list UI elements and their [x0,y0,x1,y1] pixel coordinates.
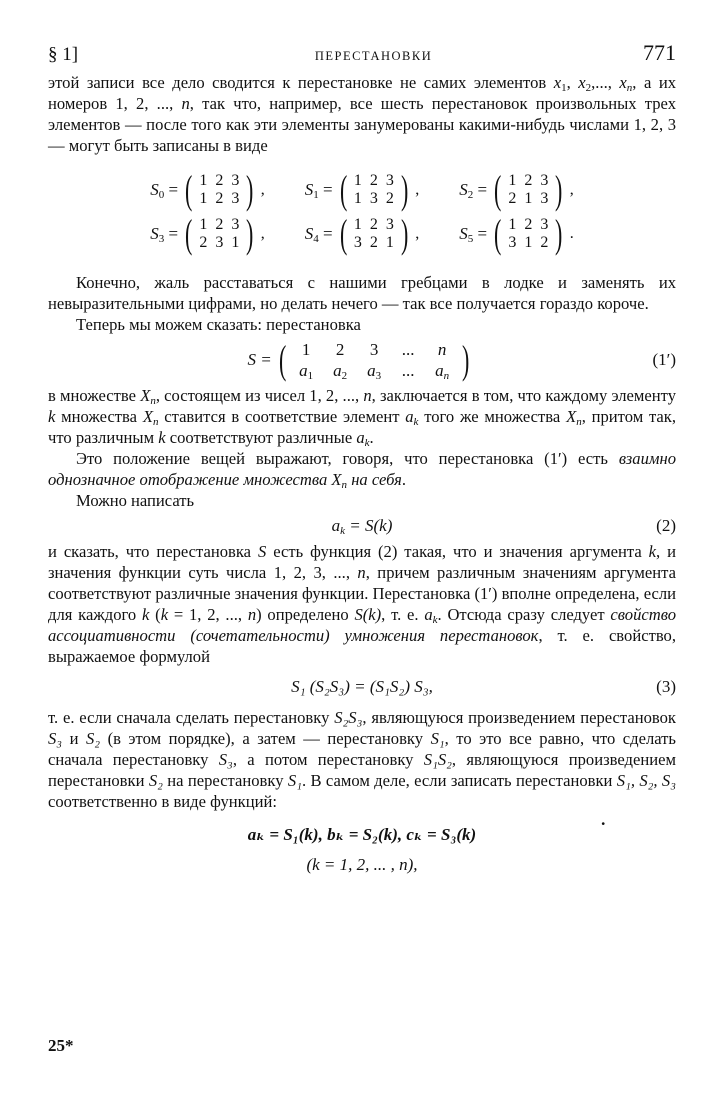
matrix-entry: 1 [508,172,517,189]
permutation-matrix [195,172,243,208]
eq1-bottom-entry: $a_2$ [333,361,348,382]
permutation-label: $S_1$ = [304,180,333,201]
eq1-bottom-entry: $a_n$ [435,361,450,382]
matrix-entry: 1 [199,216,208,233]
matrix-entry: 3 [540,172,549,189]
eq1-bottom-entry: $a_1$ [299,361,314,382]
equation-4-line-1 [48,814,676,850]
eq1-number: (1′) [652,350,676,369]
permutation-matrix [504,172,552,208]
matrix-entry: 2 [524,172,533,189]
matrix-entry: 2 [215,172,224,189]
matrix-entry: 1 [231,234,240,251]
matrix-entry: 2 [385,190,394,207]
matrix-entry: 1 [199,172,208,189]
matrix-entry: 3 [353,234,362,251]
eq1-bottom-entry: $a_3$ [367,361,382,382]
running-header [48,40,676,72]
eq1-top-entry: ... [401,340,415,359]
matrix-entry: 2 [215,190,224,207]
permutation-label: $S_3$ = [150,224,179,245]
eq1-top-entry: 2 [335,340,345,359]
matrix-entry: 3 [508,234,517,251]
matrix-entry: 1 [199,190,208,207]
paragraph-2: Конечно, жаль расставаться с нашими гребцами в лодке и заменять их невыразительными цифрами, но делать нечего — так все получается гораздо короче. [48,273,676,313]
equation-2: $a_k = S(k)$ (2) [331,516,676,537]
matrix-entry: 2 [369,216,378,233]
section-mark: § 1] [48,44,79,65]
page-number: 771 [643,40,676,65]
matrix-entry: 3 [540,216,549,233]
permutation-2: $S_2$ = ( 1 2 3 2 1 3 ) , [459,167,574,212]
permutation-3: $S_3$ = ( 1 2 3 2 3 1 ) , [150,211,265,256]
equation-4-line-2 [48,850,676,880]
eq1-top-entry: n [437,340,447,359]
page [48,40,676,880]
matrix-entry: 2 [369,172,378,189]
matrix-entry: 3 [540,190,549,207]
eq1-bottom-entry: ... [401,361,415,380]
permutation-1: $S_1$ = ( 1 2 3 1 3 2 ) , [304,167,420,212]
matrix-entry: 1 [353,172,362,189]
paragraph-5: Это положение вещей выражают, говоря, что перестановка (1′) есть взаимно однозначное отображение множества $X_n$ на себя. [48,449,676,491]
matrix-entry: 1 [353,216,362,233]
matrix-entry: 3 [231,172,240,189]
matrix-entry: 2 [524,216,533,233]
permutation-row [48,168,676,212]
paragraph-7: и сказать, что перестановка S есть функция (2) такая, что и значения аргумента k, и значения функции суть числа 1, 2, 3, ..., n, причем различным значениям аргумента соответствуют различные значения функции. Перестановка (1′) вполне определена, если для каждого k (k = 1, 2, ..., n) определено S(k), т. е. $a_k$. Отсюда сразу следует свойство ассоциативности (сочетательности) умножения перестановок, т. е. свойство, выражаемое формулой [48,542,677,666]
permutation-5: $S_5$ = ( 1 2 3 3 1 2 ) . [459,211,574,256]
eq3-number: (3) [656,677,676,696]
matrix-entry: 2 [215,216,224,233]
signature-mark: 25* [48,1036,74,1055]
permutation-matrix [504,216,552,252]
matrix-entry: 1 [508,216,517,233]
paragraph-4: в множестве $X_n$, состоящем из чисел 1, 2, ..., n, заключается в том, что каждому элементу k множества $X_n$ ставится в соответствие элемент $a_k$ того же множества $X_n$, притом так, что различным k соответствуют различные $a_k$. [48,386,677,449]
equation-1 [48,335,676,385]
matrix-entry: 2 [199,234,208,251]
matrix-entry: 2 [508,190,517,207]
eq1-matrix: ( 1 2 3 ... n $a_1$ $a_2$ $a_3$ ... $a_n$ ) [278,337,470,382]
permutation-matrix [350,172,398,208]
matrix-entry: 3 [385,172,394,189]
matrix-entry: 2 [540,234,549,251]
equation-3 [48,667,676,707]
eq1-top-entry: 3 [369,340,379,359]
matrix-entry: 3 [215,234,224,251]
paragraph-3: Теперь мы можем сказать: перестановка [76,315,361,334]
matrix-entry: 3 [231,190,240,207]
matrix-entry: 1 [385,234,394,251]
permutation-0: $S_0$ = ( 1 2 3 1 2 3 ) , [150,167,265,212]
permutation-label: $S_4$ = [304,224,333,245]
matrix-entry: 2 [369,234,378,251]
matrix-entry: 3 [369,190,378,207]
matrix-entry: 1 [353,190,362,207]
eq1-top-entry: 1 [301,340,311,359]
matrix-entry: 3 [385,216,394,233]
matrix-entry: 1 [524,190,533,207]
permutation-label: $S_2$ = [459,180,488,201]
matrix-entry: 3 [231,216,240,233]
stray-dot: · [600,814,606,833]
eq3-formula: S₁ (S₂S₃) = (S₁S₂) S₃, [291,677,433,696]
eq1-grid [289,339,459,381]
paragraph-1: этой записи все дело сводится к перестановке не самих элементов $x_1$, $x_2$,..., $x_n$, а их номеров 1, 2, ..., n, так что, например, все шесть перестановок произвольных трех элементов — после того как эти элементы занумерованы какими-нибудь числами 1, 2, 3 — могут быть записаны в виде [48,73,677,155]
permutation-label: $S_5$ = [459,224,488,245]
permutation-matrix [195,216,243,252]
eq1-lhs: S = [247,350,272,369]
permutation-4: $S_4$ = ( 1 2 3 3 2 1 ) , [304,211,420,256]
permutation-label: $S_0$ = [150,180,179,201]
running-title: ПЕРЕСТАНОВКИ [314,49,433,63]
permutation-matrices [48,168,676,256]
eq4-functions: aₖ = S₁(k), bₖ = S₂(k), cₖ = S₃(k) [247,825,477,844]
matrix-entry: 1 [524,234,533,251]
eq2-number: (2) [656,516,676,535]
eq4-range: (k = 1, 2, ... , n), [306,855,418,874]
paragraph-8: т. е. если сначала сделать перестановку S₂S₃, являющуюся произведением перестановок S₃ и S₂ (в этом порядке), а затем — перестановку S₁, то это все равно, что сделать сначала перестановку S₃, а потом перестановку S₁S₂, являющуюся произведением перестановки S₂ на перестановку S₁. В самом деле, если записать перестановки S₁, S₂, S₃ соответственно в виде функций: [48,708,676,811]
paragraph-6: Можно написать [76,491,195,510]
permutation-row [48,212,676,256]
permutation-matrix [350,216,398,252]
